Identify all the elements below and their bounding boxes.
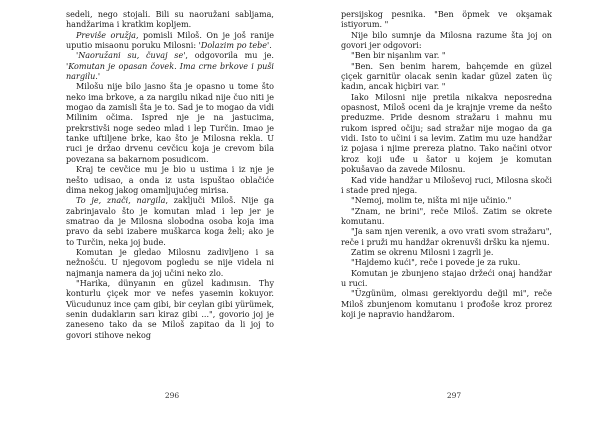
paragraph: "Nemoj, molim te, ništa mi nije učinio.": [351, 196, 512, 206]
paragraph: "Harika, dünyanın en güzel kadınısın. Thy konturlu çiçek mor ve nefes yasemin kokuyor. Vücudunuz ince çam gibi, bir ceylan gibi yürümek, senin dudakların sarı kiraz gibi ...", govorio joj je zaneseno tako da se Miloš zapitao da li joj to govori stihove nekog: [66, 278, 274, 340]
paragraph: Iako Milosni nije pretila nikakva neposredna opasnost, Miloš oceni da je krajnje vreme da nešto preduzme. Pride desnom stražaru i mahnu mu rukom ispred očiju; sad stražar nije mogao da ga vidi. Isto to učini i sa levim. Zatim mu uze handžar iz pojasa i njime prereza platno. Tako načini otvor kroz koji uđe u šator u kojem je komutan pokušavao da zavede Milosnu.: [341, 92, 552, 175]
paragraph: Zatim se okrenu Milosni i zagrli je.: [351, 247, 494, 257]
paragraph: 'Naoružani su, čuvaj se', odgovorila mu je. 'Komutan je opasan čovek. Ima crne brkove i puši nargilu.': [66, 51, 274, 82]
paragraph: Komutan je gledao Milosnu zadivljeno i sa nežnošću. U njegovom pogledu se nije videla ni najmanja namera da joj učini neko zlo.: [66, 247, 274, 278]
paragraph: Nije bilo sumnje da Milosna razume šta joj on govori jer odgovori:: [341, 30, 552, 51]
paragraph: "Znam, ne brini", reče Miloš. Zatim se okrete komutanu.: [341, 206, 552, 226]
page-number: 296: [164, 391, 180, 400]
paragraph: Komutan je zbunjeno stajao držeći onaj handžar u ruci.: [341, 268, 552, 288]
right-page: [300, 0, 600, 424]
paragraph: Previše oružja, pomisli Miloš. On je još ranije uputio misaonu poruku Milosni: 'Dolazim po tebe'.: [66, 30, 274, 51]
paragraph: "Ben bir nişanlım var. ": [351, 51, 446, 61]
paragraph: Milošu nije bilo jasno šta je opasno u tome što neko ima brkove, a za nargilu nikad nije čuo niti je mogao da zamisli šta je to. Sad je to mogao da vidi Milinim očima. Ispred nje je na jastucima, prekrstivši noge sedeo mlad i lep Turčin. Imao je tanke uftiljene brke, kao što je Milosna rekla. U ruci je držao drvenu cevčicu koja je crevom bila povezana sa bakarnom posudicom.: [66, 82, 274, 164]
paragraph: Kraj te cevčice mu je bio u ustima i iz nje je nešto udisao, a onda iz usta ispuštao oblačiće dima nekog jakog omamljujućeg mirisa.: [66, 165, 274, 195]
paragraph: "Üzgünüm, olması gerekiyordu değil mi", reče Miloš zbunjenom komutanu i prođoše kroz prorez koji je napravio handžarom.: [341, 289, 552, 319]
page-number: 297: [446, 391, 462, 400]
right-page-text: [341, 10, 552, 320]
paragraph: To je, znači, nargila, zaključi Miloš. Nije ga zabrinjavalo što je komutan mlad i lep jer je smatrao da je Milosna slobodna osoba koja ima pravo da sebi izabere muškarca koga želi; ako je to Turčin, neka joj bude.: [66, 196, 275, 247]
paragraph: persijskog pesnika. "Ben öpmek ve okşamak istiyorum. ": [341, 10, 552, 30]
paragraph: "Ja sam njen verenik, a ovo vrati svom stražaru", reče i pruži mu handžar okrenuvši dršku ka njemu.: [341, 227, 552, 247]
left-page-text: [66, 10, 274, 341]
paragraph: "Ben. Sen benim harem, bahçemde en güzel çiçek garnitür olacak senin kadar güzel zaten üç kadın, ancak hiçbiri var. ": [341, 61, 552, 92]
paragraph: "Hajdemo kući", reče i povede je za ruku.: [351, 258, 521, 268]
paragraph: sedeli, nego stojali. Bili su naoružani sabljama, handžarima i kratkim kopljem.: [66, 10, 274, 30]
paragraph: Kad vide handžar u Miloševoj ruci, Milosna skoči i stade pred njega.: [341, 175, 552, 195]
